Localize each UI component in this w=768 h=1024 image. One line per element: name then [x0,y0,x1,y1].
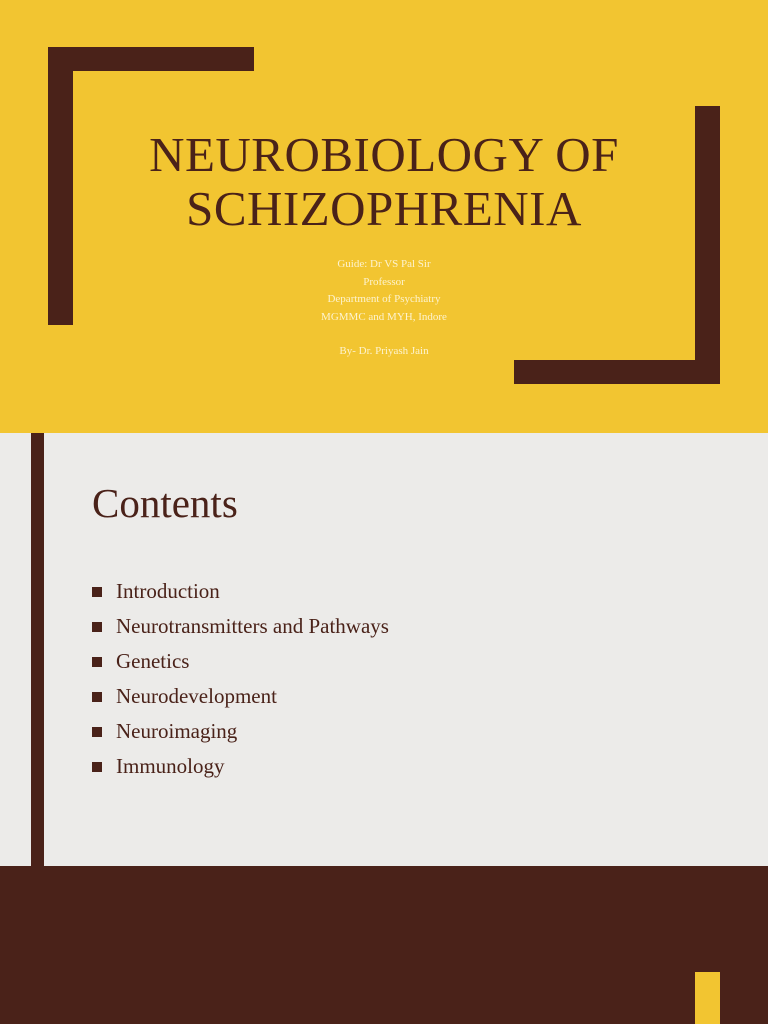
list-item-label: Neurodevelopment [116,684,277,708]
designation-text: Professor [363,275,405,288]
subtitle-spacer [200,326,568,343]
square-bullet-icon [92,727,102,737]
list-item-label: Neurotransmitters and Pathways [116,614,389,638]
top-left-bracket-horizontal [48,47,254,71]
next-slide-partial [0,866,768,1024]
slide-subtitle [200,256,568,361]
contents-slide [0,433,768,866]
list-item-label: Neuroimaging [116,719,238,743]
department-text: Department of Psychiatry [327,293,441,305]
left-accent-bar [31,433,44,866]
square-bullet-icon [92,692,102,702]
list-item [92,749,389,784]
square-bullet-icon [92,587,102,597]
title-line-1: NEUROBIOLOGY OF [149,127,619,182]
top-left-bracket-vertical [48,47,73,325]
guide-text: Guide: Dr VS Pal Sir [337,258,431,270]
list-item [92,609,389,644]
contents-heading: Contents [92,480,238,526]
square-bullet-icon [92,657,102,667]
author-text: By- Dr. Priyash Jain [339,345,429,357]
slide-title [100,128,668,236]
square-bullet-icon [92,622,102,632]
bottom-right-bracket-horizontal [514,360,720,384]
list-item [92,574,389,609]
list-item-label: Introduction [116,579,220,603]
title-line-2: SCHIZOPHRENIA [186,181,582,236]
list-item-label: Immunology [116,754,225,778]
yellow-accent-bar [695,972,720,1024]
contents-list [92,574,389,784]
title-slide [0,0,768,433]
bottom-right-bracket-vertical [695,106,720,384]
list-item [92,679,389,714]
list-item [92,714,389,749]
list-item [92,644,389,679]
square-bullet-icon [92,762,102,772]
list-item-label: Genetics [116,649,190,673]
institution-text: MGMMC and MYH, Indore [321,310,447,323]
